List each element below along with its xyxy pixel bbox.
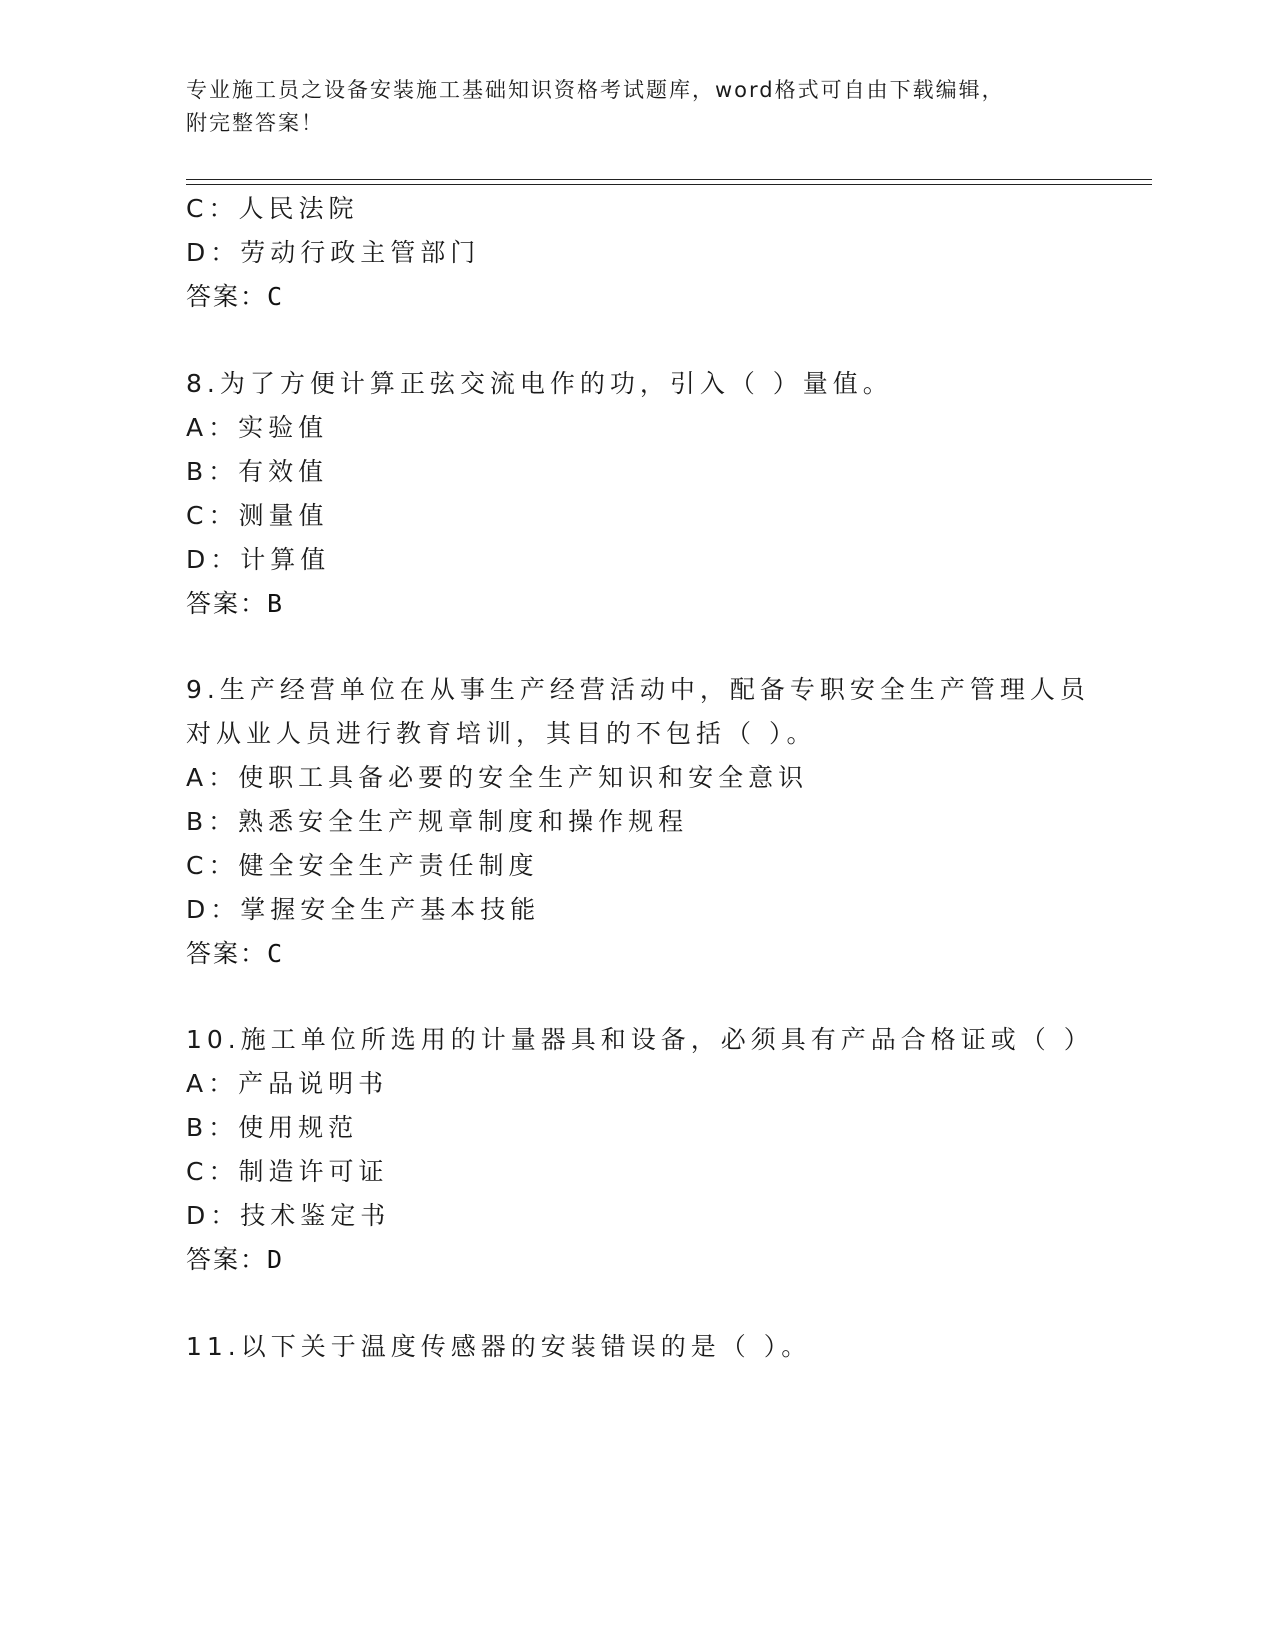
q10-option-d: D：技术鉴定书 xyxy=(186,1201,391,1230)
document-header xyxy=(186,74,1086,140)
q8-option-b: B：有效值 xyxy=(186,457,329,486)
q9-stem-line-1: 9.生产经营单位在从事生产经营活动中，配备专职安全生产管理人员 xyxy=(186,675,1090,704)
q8-option-c: C：测量值 xyxy=(186,501,329,530)
header-rule-bottom xyxy=(186,184,1152,185)
q8-option-a: A：实验值 xyxy=(186,413,329,442)
q9-stem-line-2: 对从业人员进行教育培训，其目的不包括（ ）。 xyxy=(186,719,817,748)
q8-stem: 8.为了方便计算正弦交流电作的功，引入（ ）量值。 xyxy=(186,369,893,398)
q7-answer: 答案：C xyxy=(186,282,285,311)
q8-option-d: D：计算值 xyxy=(186,545,331,574)
q10-stem: 10.施工单位所选用的计量器具和设备，必须具有产品合格证或（ ） xyxy=(186,1025,1094,1054)
q10-option-a: A：产品说明书 xyxy=(186,1069,389,1098)
q10-option-b: B：使用规范 xyxy=(186,1113,359,1142)
q9-answer: 答案：C xyxy=(186,939,285,968)
q9-option-c: C：健全安全生产责任制度 xyxy=(186,851,539,880)
q7-option-c: C：人民法院 xyxy=(186,194,359,223)
q11-stem: 11.以下关于温度传感器的安装错误的是（ ）。 xyxy=(186,1332,812,1361)
q10-option-c: C：制造许可证 xyxy=(186,1157,389,1186)
q10-answer: 答案：D xyxy=(186,1245,285,1274)
q9-option-a: A：使职工具备必要的安全生产知识和安全意识 xyxy=(186,763,809,792)
q9-option-b: B：熟悉安全生产规章制度和操作规程 xyxy=(186,807,689,836)
q8-answer: 答案：B xyxy=(186,589,285,618)
header-line-2: 附完整答案！ xyxy=(186,111,324,135)
q7-option-d: D：劳动行政主管部门 xyxy=(186,238,481,267)
header-line-1: 专业施工员之设备安装施工基础知识资格考试题库，word格式可自由下载编辑， xyxy=(186,78,1005,102)
header-rule-top xyxy=(186,179,1152,180)
q9-option-d: D：掌握安全生产基本技能 xyxy=(186,895,541,924)
